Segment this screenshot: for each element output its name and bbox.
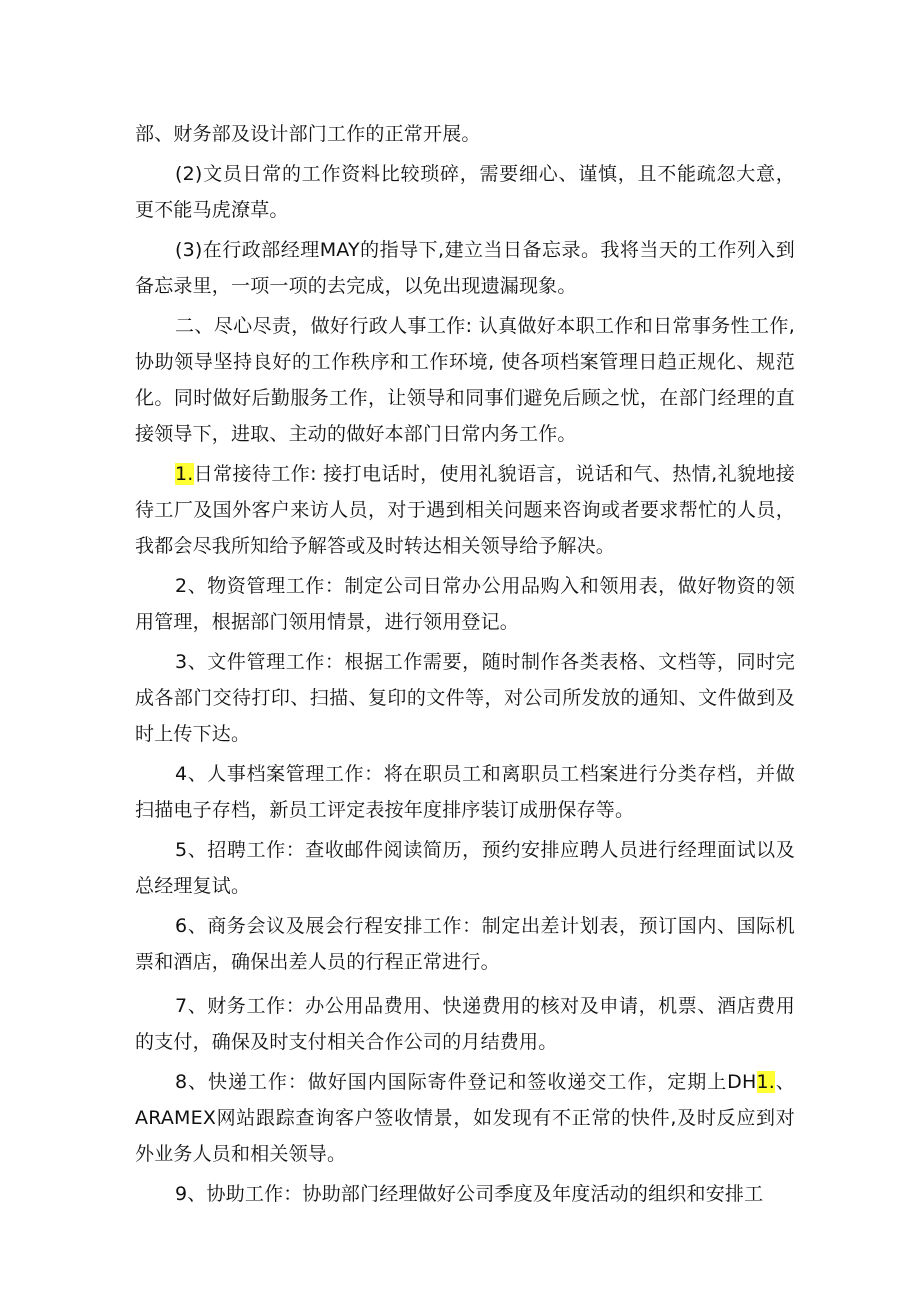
item-1-reception [135, 456, 795, 564]
item-5-recruiting: 5、招聘工作：查收邮件阅读简历，预约安排应聘人员进行经理面试以及总经理复试。 [135, 839, 795, 897]
item-1-text: 日常接待工作: 接打电话时，使用礼貌语言，说话和气、热情,礼貌地接待工厂及国外客户来访人员，对于遇到相关问题来咨询或者要求帮忙的人员，我都会尽我所知给予解答或及时转达相关领导给予解决。 [135, 463, 795, 557]
item-8-express [135, 1064, 795, 1172]
highlighted-marker: 1. [756, 1071, 776, 1093]
item-3-files: 3、文件管理工作：根据工作需要，随时制作各类表格、文档等，同时完成各部门交待打印、扫描、复印的文件等，对公司所发放的通知、文件做到及时上传下达。 [135, 651, 795, 745]
item-6-meetings: 6、商务会议及展会行程安排工作：制定出差计划表，预订国内、国际机票和酒店，确保出差人员的行程正常进行。 [135, 915, 795, 973]
item-8-text-after: 、ARAMEX网站跟踪查询客户签收情景，如发现有不正常的快件,及时反应到对外业务人员和相关领导。 [135, 1071, 795, 1165]
highlighted-marker: 1. [175, 463, 194, 485]
paragraph-continuation: 部、财务部及设计部门工作的正常开展。 [135, 123, 481, 145]
paragraph-2: (2)文员日常的工作资料比较琐碎，需要细心、谨慎，且不能疏忽大意，更不能马虎潦草。 [135, 163, 795, 221]
section-two-paragraph: 二、尽心尽责，做好行政人事工作: 认真做好本职工作和日常事务性工作, 协助领导坚持良好的工作秩序和工作环境, 使各项档案管理日趋正规化、规范化。同时做好后勤服务工作，让领导和同事们避免后顾之忧，在部门经理的直接领导下，进取、主动的做好本部门日常内务工作。 [135, 315, 795, 445]
item-7-finance: 7、财务工作：办公用品费用、快递费用的核对及申请，机票、酒店费用的支付，确保及时支付相关合作公司的月结费用。 [135, 995, 795, 1053]
item-2-materials: 2、物资管理工作：制定公司日常办公用品购入和领用表，做好物资的领用管理，根据部门领用情景，进行领用登记。 [135, 575, 795, 633]
item-8-text-before: 8、快递工作：做好国内国际寄件登记和签收递交工作，定期上DH [175, 1071, 757, 1093]
item-4-hr-archive: 4、人事档案管理工作：将在职员工和离职员工档案进行分类存档，并做扫描电子存档，新员工评定表按年度排序装订成册保存等。 [135, 763, 795, 821]
item-9-assist: 9、协助工作：协助部门经理做好公司季度及年度活动的组织和安排工 [175, 1183, 764, 1205]
document-body [135, 116, 795, 1212]
paragraph-3: (3)在行政部经理MAY的指导下,建立当日备忘录。我将当天的工作列入到备忘录里，一项一项的去完成，以免出现遗漏现象。 [135, 239, 795, 297]
